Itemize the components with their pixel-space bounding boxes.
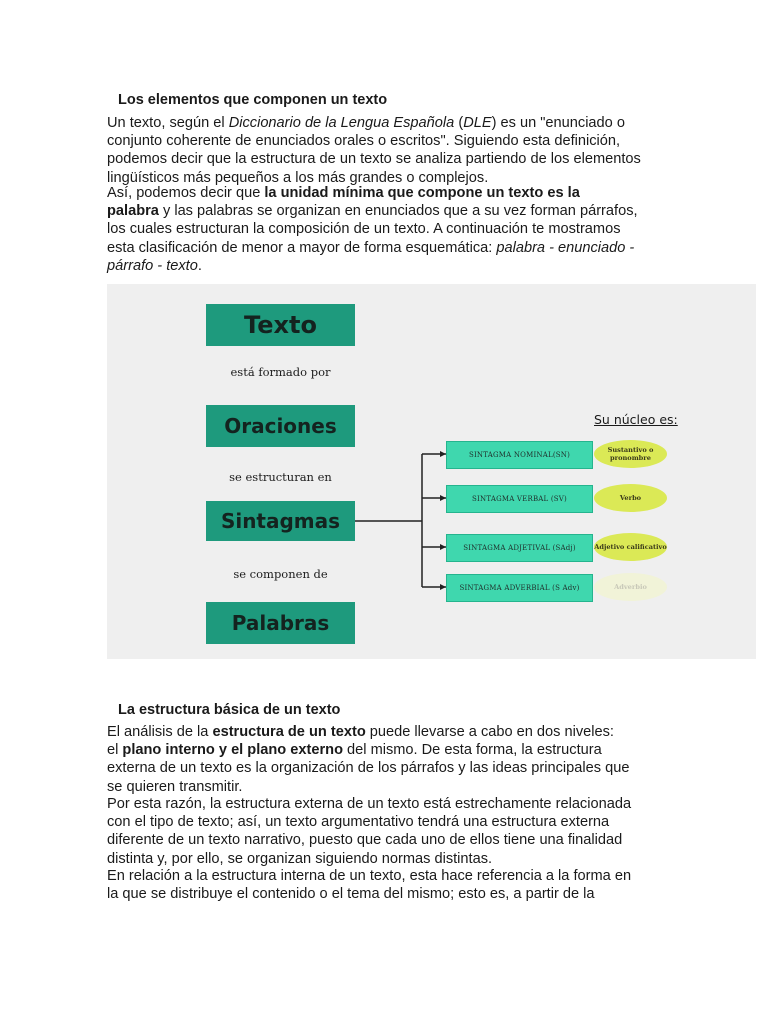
box-sintagmas: Sintagmas <box>206 501 355 541</box>
section-heading-estructura: La estructura básica de un texto <box>118 702 341 718</box>
nucleo-title: Su núcleo es: <box>594 412 678 427</box>
text-structure-diagram <box>107 284 756 659</box>
sintagma-nominal: SINTAGMA NOMINAL(SN) <box>446 441 593 469</box>
nucleus-verbo: Verbo <box>594 484 667 512</box>
paragraph-analisis: El análisis de la estructura de un texto puede llevarse a cabo en dos niveles: el plano interno y el plano externo del mismo. De esta forma, la estructura externa de un texto es la organización de los párrafos y las ideas principales que se quieren transmitir. <box>107 724 630 795</box>
sintagma-adjetival: SINTAGMA ADJETIVAL (SAdj) <box>446 534 593 562</box>
nucleus-adjetivo: Adjetivo calificativo <box>594 533 667 561</box>
sintagma-verbal: SINTAGMA VERBAL (SV) <box>446 485 593 513</box>
paragraph-interna: En relación a la estructura interna de un texto, esta hace referencia a la forma en la que se distribuye el contenido o el tema del mismo; esto es, a partir de la <box>107 868 632 903</box>
paragraph-razon: Por esta razón, la estructura externa de un texto está estrechamente relacionada con el tipo de texto; así, un texto argumentativo tendrá una estructura externa diferente de un texto narrativo, puesto que cada uno de ellos tiene una finalidad distinta y, por ello, se organizan siguiendo normas distintas. <box>107 796 632 867</box>
sintagma-adverbial: SINTAGMA ADVERBIAL (S Adv) <box>446 574 593 602</box>
paragraph-definicion: Un texto, según el Diccionario de la Lengua Española (DLE) es un "enunciado o conjunto coherente de enunciados orales o escritos". Siguiendo esta definición, podemos decir que la estructura de un texto se analiza partiendo de los elementos lingüísticos más pequeños a los más grandes o complejos. <box>107 115 641 186</box>
box-texto: Texto <box>206 304 355 346</box>
nucleus-adverbio: Adverbio <box>594 573 667 601</box>
section-heading-elementos: Los elementos que componen un texto <box>118 92 388 108</box>
connector-formado-por: está formado por <box>230 365 331 379</box>
box-oraciones: Oraciones <box>206 405 355 447</box>
paragraph-unidad-minima: Así, podemos decir que la unidad mínima que compone un texto es la palabra y las palabras se organizan en enunciados que a su vez forman párrafos, los cuales estructuran la composición de un texto. A continuación te mostramos esta clasificación de menor a mayor de forma esquemática: palabra - enunciado - párrafo - texto. <box>107 185 638 274</box>
connector-estructuran-en: se estructuran en <box>229 470 332 484</box>
connector-componen-de: se componen de <box>233 567 328 581</box>
nucleus-sustantivo: Sustantivo o pronombre <box>594 440 667 468</box>
box-palabras: Palabras <box>206 602 355 644</box>
diagram-connector-lines <box>107 284 756 659</box>
